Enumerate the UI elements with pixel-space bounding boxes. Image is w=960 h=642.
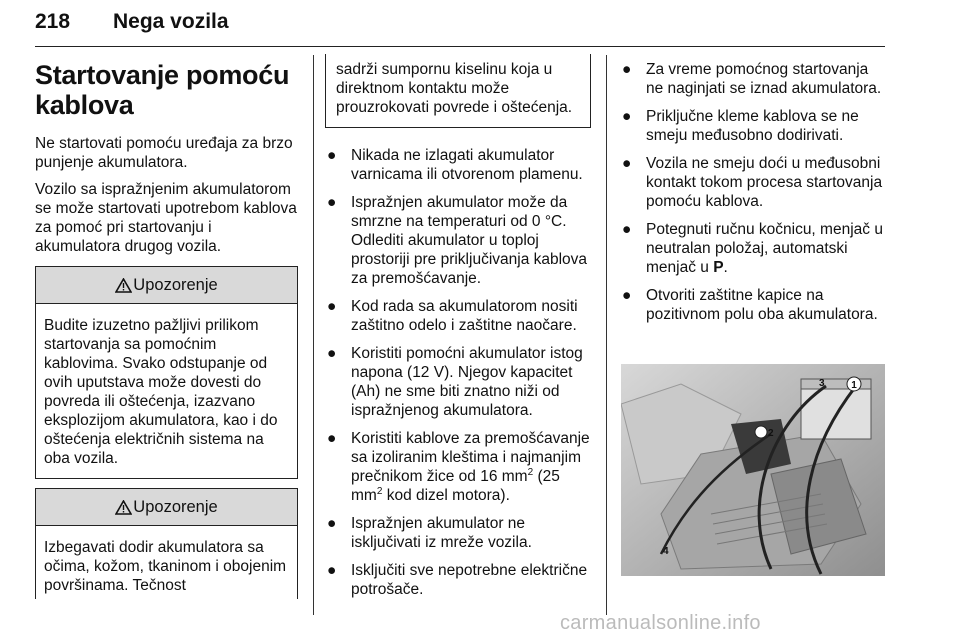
- bullet-icon: ●: [622, 108, 632, 125]
- list-item: ● Otvoriti zaštitne kapice na pozitivnom polu oba akumulatora.: [622, 287, 878, 323]
- bullet-list: [620, 60, 888, 324]
- warning-header: [36, 489, 297, 526]
- warning-triangle-icon: [115, 278, 132, 293]
- engine-bay-illustration: [621, 364, 885, 576]
- list-item: ● Priključne kleme kablova se ne smeju međusobno dodirivati.: [622, 108, 859, 144]
- photo-label-4: 4: [663, 546, 669, 557]
- page-number: 218: [35, 10, 71, 33]
- bullet-icon: ●: [327, 515, 337, 532]
- warning-title: Upozorenje: [133, 275, 218, 294]
- warning-continuation: [325, 54, 591, 128]
- bullet-icon: ●: [327, 562, 337, 579]
- list-item: ● Vozila ne smeju doći u međusobni kontakt tokom procesa startovanja pomoću kablova.: [622, 155, 883, 210]
- section-title: Startovanje pomoću kablova: [35, 60, 290, 120]
- bullet-icon: ●: [327, 298, 337, 315]
- chapter-title: Nega vozila: [113, 10, 229, 33]
- watermark: carmanualsonline.info: [560, 612, 761, 634]
- warning-title: Upozorenje: [133, 497, 218, 516]
- list-item: ● Potegnuti ručnu kočnicu, menjač u neutralan položaj, automatski menjač u P.: [622, 221, 883, 276]
- photo-label-2: 2: [768, 428, 774, 439]
- list-item: ● Koristiti pomoćni akumulator istog napona (12 V). Njegov kapacitet (Ah) ne sme biti znatno niži od ispražnjenog akumulatora.: [327, 345, 583, 419]
- warning-header: [36, 267, 297, 304]
- list-item: ● Za vreme pomoćnog startovanja ne naginjati se iznad akumulatora.: [622, 61, 882, 97]
- list-item: ● Kod rada sa akumulatorom nositi zaštitno odelo i zaštitne naočare.: [327, 298, 578, 334]
- bullet-list: [325, 146, 591, 599]
- paragraph-1: Ne startovati pomoću uređaja za brzo punjenje akumulatora.: [35, 135, 293, 171]
- warning-box-2: [35, 488, 298, 599]
- bullet-icon: ●: [622, 61, 632, 78]
- warning-triangle-icon: [115, 500, 132, 515]
- bullet-icon: ●: [327, 345, 337, 362]
- column-1: [35, 60, 298, 599]
- column-2: [325, 60, 591, 608]
- photo-label-1: 1: [851, 380, 857, 391]
- warning-continuation-text: sadrži sumpornu kiselinu koja u direktnom kontaktu može prouzrokovati povrede i oštećenja.: [336, 61, 573, 116]
- warning-body: Izbegavati dodir akumulatora sa očima, kožom, tkaninom i obojenim površinama. Tečnost: [44, 539, 287, 594]
- bullet-icon: ●: [327, 194, 337, 211]
- page-header: [35, 10, 885, 47]
- list-item: ● Nikada ne izlagati akumulator varnicama ili otvorenom plamenu.: [327, 147, 583, 183]
- list-item: ● Koristiti kablove za premošćavanje sa izoliranim kleštima i najmanjim prečnikom žice od 16 $mm^2$ (25 $mm^2$ kod dizel motora).: [327, 430, 590, 504]
- list-item: ● Ispražnjen akumulator može da smrzne na temperaturi od 0 °C. Odlediti akumulator u toploj prostoriji pre priključivanja kablova za premošćavanje.: [327, 194, 588, 287]
- bullet-icon: ●: [622, 287, 632, 304]
- bullet-icon: ●: [622, 221, 632, 238]
- list-item: ● Isključiti sve nepotrebne električne potrošače.: [327, 562, 588, 598]
- column-divider-1: [313, 55, 314, 615]
- photo-label-3: 3: [819, 378, 825, 389]
- bullet-icon: ●: [327, 430, 337, 447]
- warning-box-1: [35, 266, 298, 479]
- column-divider-2: [606, 55, 607, 615]
- warning-body: Budite izuzetno pažljivi prilikom startovanja sa pomoćnim kablovima. Svako odstupanje od ovih uputstava može dovesti do povreda ili oštećenja, izazvano eksplozijom akumulatora, kao i do oštećenja električnih sistema na oba vozila.: [44, 317, 278, 467]
- column-3: [620, 60, 888, 333]
- bullet-icon: ●: [327, 147, 337, 164]
- paragraph-2: Vozilo sa ispražnjenim akumulatorom se može startovati upotrebom kablova za pomoć pri startovanju i akumulatora drugog vozila.: [35, 181, 297, 255]
- engine-bay-photo: [621, 364, 885, 576]
- list-item: ● Ispražnjen akumulator ne isključivati iz mreže vozila.: [327, 515, 532, 551]
- bullet-icon: ●: [622, 155, 632, 172]
